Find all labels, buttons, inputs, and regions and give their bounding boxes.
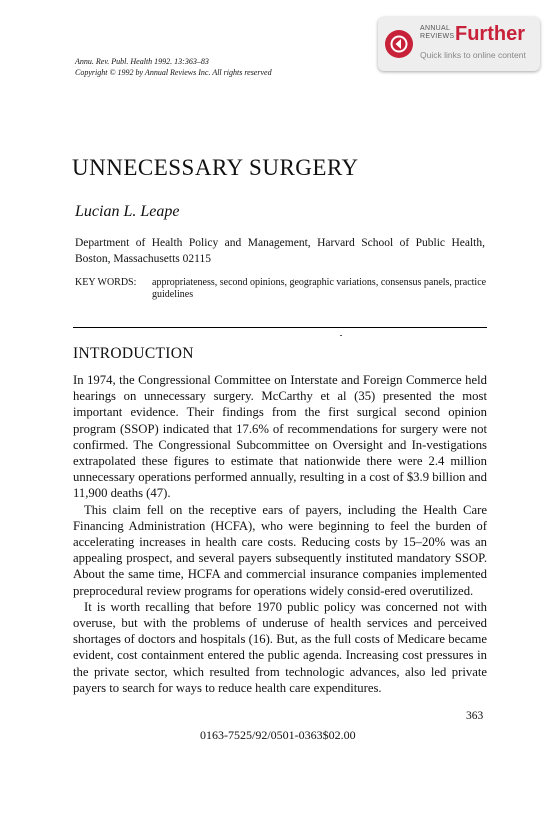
journal-header <box>75 56 272 78</box>
key-words-label: KEY WORDS: <box>75 277 137 288</box>
journal-citation: Annu. Rev. Publ. Health 1992. 13:363–83 <box>75 57 209 66</box>
page-number: 363 <box>466 710 484 722</box>
paragraph-3: It is worth recalling that before 1970 public policy was concerned not with overuse, but with the problems of underuse of health services and perceived shortages of doctors and hospitals (16). But, as the full costs of Medicare became evident, cost containment entered the public agenda. Increasing cost pressures in the private sector, which resulted from technologic advances, also led private payers to search for ways to reduce health care expenditures. <box>73 599 487 695</box>
article-author: Lucian L. Leape <box>75 203 180 220</box>
author-affiliation: Department of Health Policy and Management, Harvard School of Public Health, Boston, Massachusetts 02115 <box>75 237 485 265</box>
further-badge[interactable] <box>378 17 540 71</box>
further-logo-icon <box>385 30 413 58</box>
section-heading: INTRODUCTION <box>73 345 194 362</box>
paragraph-2: This claim fell on the receptive ears of payers, including the Health Care Financing Administration (HCFA), who were beginning to feel the burden of accelerating increases in health care costs. Reducing costs by 15–20% was an appealing prospect, and several payers subsequently instituted mandatory SSOP. About the same time, HCFA and commercial insurance companies implemented preprocedural review programs for operations widely consid-ered overutilized. <box>73 502 487 598</box>
badge-publisher <box>420 25 454 41</box>
journal-copyright: Copyright © 1992 by Annual Reviews Inc. All rights reserved <box>75 68 272 77</box>
section-divider <box>73 327 487 328</box>
badge-line-reviews: REVIEWS <box>420 33 455 40</box>
key-words: appropriateness, second opinions, geographic variations, consensus panels, practice guidelines <box>152 277 487 300</box>
badge-brand: Further <box>455 23 525 45</box>
badge-tagline: Quick links to online content <box>420 50 526 60</box>
article-title: UNNECESSARY SURGERY <box>72 155 359 180</box>
stray-mark <box>340 335 342 336</box>
issn-code: 0163-7525/92/0501-0363$02.00 <box>200 728 356 742</box>
paragraph-1: In 1974, the Congressional Committee on Interstate and Foreign Commerce held hearings on unnecessary surgery. McCarthy et al (35) presented the most important evidence. Their findings from the first surgical second opinion program (SSOP) indicated that 17.6% of recommendations for surgery were not confirmed. The Congressional Subcommittee on Oversight and In-vestigations extrapolated these figures to estimate that nationwide there were 2.4 million unnecessary operations performed annually, resulting in a cost of $3.9 billion and 11,900 deaths (47). <box>73 373 487 501</box>
body-text <box>73 372 487 696</box>
badge-line-annual: ANNUAL <box>420 25 451 32</box>
